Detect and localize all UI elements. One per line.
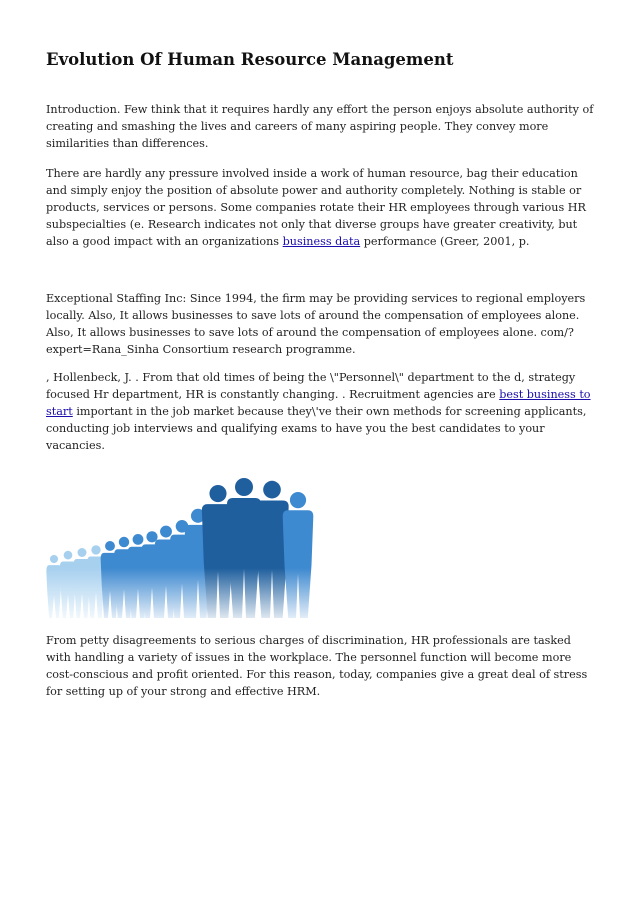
paragraph-text: important in the job market because they\'ve their own methods for screening applicants, conducting job interviews and qualifying exams to have you the best candidates to your vacancies. <box>46 405 587 452</box>
best-business-link[interactable]: best business to start <box>46 388 591 418</box>
intro-paragraph: Introduction. Few think that it requires hardly any effort the person enjoys absolute authority of creating and smashing the lives and careers of many aspiring people. They convey more similarities than differences. <box>46 103 594 150</box>
business-data-link[interactable]: business data <box>282 235 361 248</box>
closing-paragraph: From petty disagreements to serious charges of discrimination, HR professionals are tasked with handling a variety of issues in the workplace. The personnel function will become more cost-conscious and profit oriented. For this reason, today, companies give a great deal of stress for setting up of your strong and effective HRM. <box>46 634 588 698</box>
hr-pressure-paragraph <box>46 165 596 250</box>
recruitment-paragraph <box>46 369 596 454</box>
paragraph-text: performance (Greer, 2001, p. <box>360 235 530 248</box>
page-title: Evolution Of Human Resource Management <box>46 50 454 69</box>
staffing-paragraph: Exceptional Staffing Inc: Since 1994, the firm may be providing services to regional employers locally. Also, It allows businesses to save lots of around the compensation of employees alone. Also, It allows businesses to save lots of around the compensation of employees alone. com/?expert=Rana_Sinha Consortium research programme. <box>46 292 586 356</box>
business-people-silhouettes-icon <box>46 470 318 618</box>
paragraph-text: , Hollenbeck, J. . From that old times of being the \"Personnel\" department to the d, strategy focused Hr department, HR is constantly changing. . Recruitment agencies are <box>46 371 576 401</box>
business-people-figure <box>46 470 318 618</box>
paragraph-text: There are hardly any pressure involved inside a work of human resource, bag their education and simply enjoy the position of absolute power and authority completely. Nothing is stable or products, services or persons. Some companies rotate their HR employees through various HR subspecialties (e. Research indicates not only that diverse groups have greater creativity, but also a good impact with an organizations <box>46 167 586 248</box>
